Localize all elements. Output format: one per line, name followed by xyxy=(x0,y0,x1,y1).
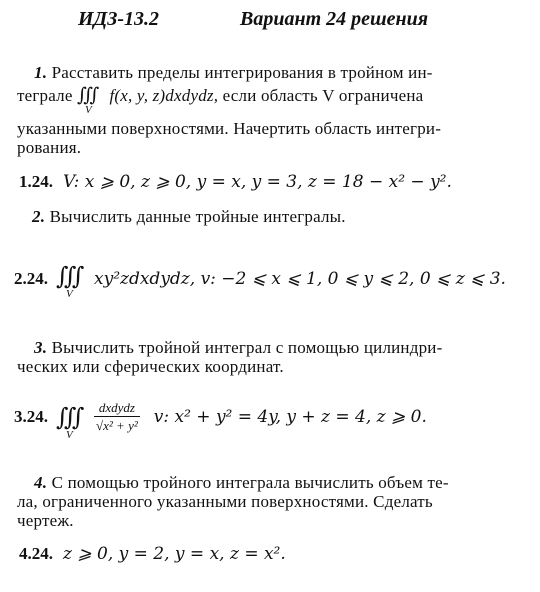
task3-line1-text: Вычислить тройной интеграл с помощью цилиндри- xyxy=(51,338,443,357)
task4-24-conditions: z ⩾ 0, y = 2, y = x, z = x². xyxy=(63,544,286,564)
task4-line3: чертеж. xyxy=(17,511,74,530)
task4-24-row xyxy=(19,544,286,564)
task2-line xyxy=(32,207,346,227)
task4-line1-text: С помощью тройного интеграла вычислить объем те- xyxy=(51,473,449,492)
integral-domain-label: V xyxy=(66,288,73,300)
task1-24-row xyxy=(19,172,452,192)
task1-line2-pre: теграле xyxy=(17,86,73,105)
task2-text: Вычислить данные тройные интегралы. xyxy=(49,207,346,226)
task3-line1 xyxy=(34,338,442,358)
task1-line4: рования. xyxy=(17,138,82,157)
task3-24-label: 3.24. xyxy=(14,407,48,426)
task1-24-conditions: V: x ⩾ 0, z ⩾ 0, y = x, y = 3, z = 18 − x² − y². xyxy=(63,172,452,192)
task1-24-label: 1.24. xyxy=(19,172,53,191)
triple-integral-icon: ∭ xyxy=(77,85,95,106)
task4-line2: ла, ограниченного указанными поверхностями. Сделать xyxy=(17,492,433,511)
triple-integral-icon: ∭ xyxy=(56,404,79,431)
task1-line2-post: если область V ограничена xyxy=(222,86,424,105)
task4-24-label: 4.24. xyxy=(19,544,53,563)
task3-number: 3. xyxy=(34,338,48,357)
task2-24-expression: xy²zdxdydz, v: −2 ⩽ x ⩽ 1, 0 ⩽ y ⩽ 2, 0 ⩽ z ⩽ 3. xyxy=(94,269,506,289)
triple-integral-icon: ∭ xyxy=(56,264,79,290)
fraction-numerator: dxdydz xyxy=(94,400,140,417)
task2-number: 2. xyxy=(32,207,46,226)
task2-24-row xyxy=(14,262,506,300)
task1-line2 xyxy=(17,84,424,116)
doc-id-heading: ИДЗ-13.2 xyxy=(78,8,160,30)
fraction-denominator: √x² + y² xyxy=(96,418,138,433)
task3-24-conditions: v: x² + y² = 4y, y + z = 4, z ⩾ 0. xyxy=(153,407,427,427)
task1-line3: указанными поверхностями. Начертить область интегри- xyxy=(17,119,442,138)
integrand-fraction xyxy=(94,400,140,434)
integral-domain-label: V xyxy=(66,428,73,441)
task1-line1-text: Расставить пределы интегрирования в тройном ин- xyxy=(51,63,433,82)
integral-domain-label: V xyxy=(85,104,92,116)
task1-integrand: f(x, y, z)dxdydz, xyxy=(109,86,219,105)
task4-number: 4. xyxy=(34,473,48,492)
task3-24-row xyxy=(14,400,427,441)
task4-line1 xyxy=(34,473,449,493)
task2-24-label: 2.24. xyxy=(14,269,48,288)
task3-line2: ческих или сферических координат. xyxy=(17,357,284,376)
task1-line1 xyxy=(34,63,433,83)
variant-heading: Вариант 24 решения xyxy=(240,8,429,30)
task1-number: 1. xyxy=(34,63,48,82)
